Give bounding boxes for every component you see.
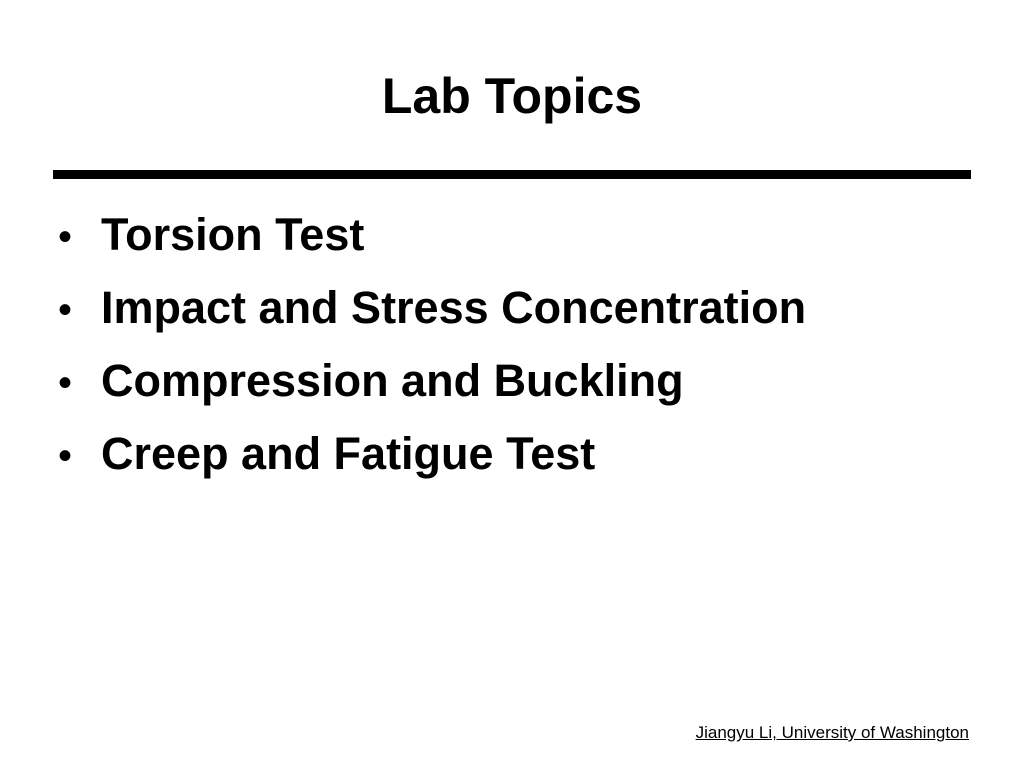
bullet-icon: • bbox=[58, 361, 73, 405]
list-item bbox=[58, 278, 806, 351]
list-item bbox=[58, 205, 806, 278]
bullet-icon: • bbox=[58, 215, 73, 259]
title-divider bbox=[53, 170, 971, 179]
list-item-label: Torsion Test bbox=[101, 209, 365, 260]
list-item bbox=[58, 351, 806, 424]
list-item-label: Creep and Fatigue Test bbox=[101, 428, 596, 479]
bullet-icon: • bbox=[58, 288, 73, 332]
bullet-icon: • bbox=[58, 434, 73, 478]
list-item-label: Compression and Buckling bbox=[101, 355, 684, 406]
topic-list bbox=[58, 205, 806, 497]
footer-credit: Jiangyu Li, University of Washington bbox=[695, 723, 969, 742]
list-item bbox=[58, 424, 806, 497]
list-item-label: Impact and Stress Concentration bbox=[101, 282, 807, 333]
slide-title: Lab Topics bbox=[381, 68, 643, 124]
